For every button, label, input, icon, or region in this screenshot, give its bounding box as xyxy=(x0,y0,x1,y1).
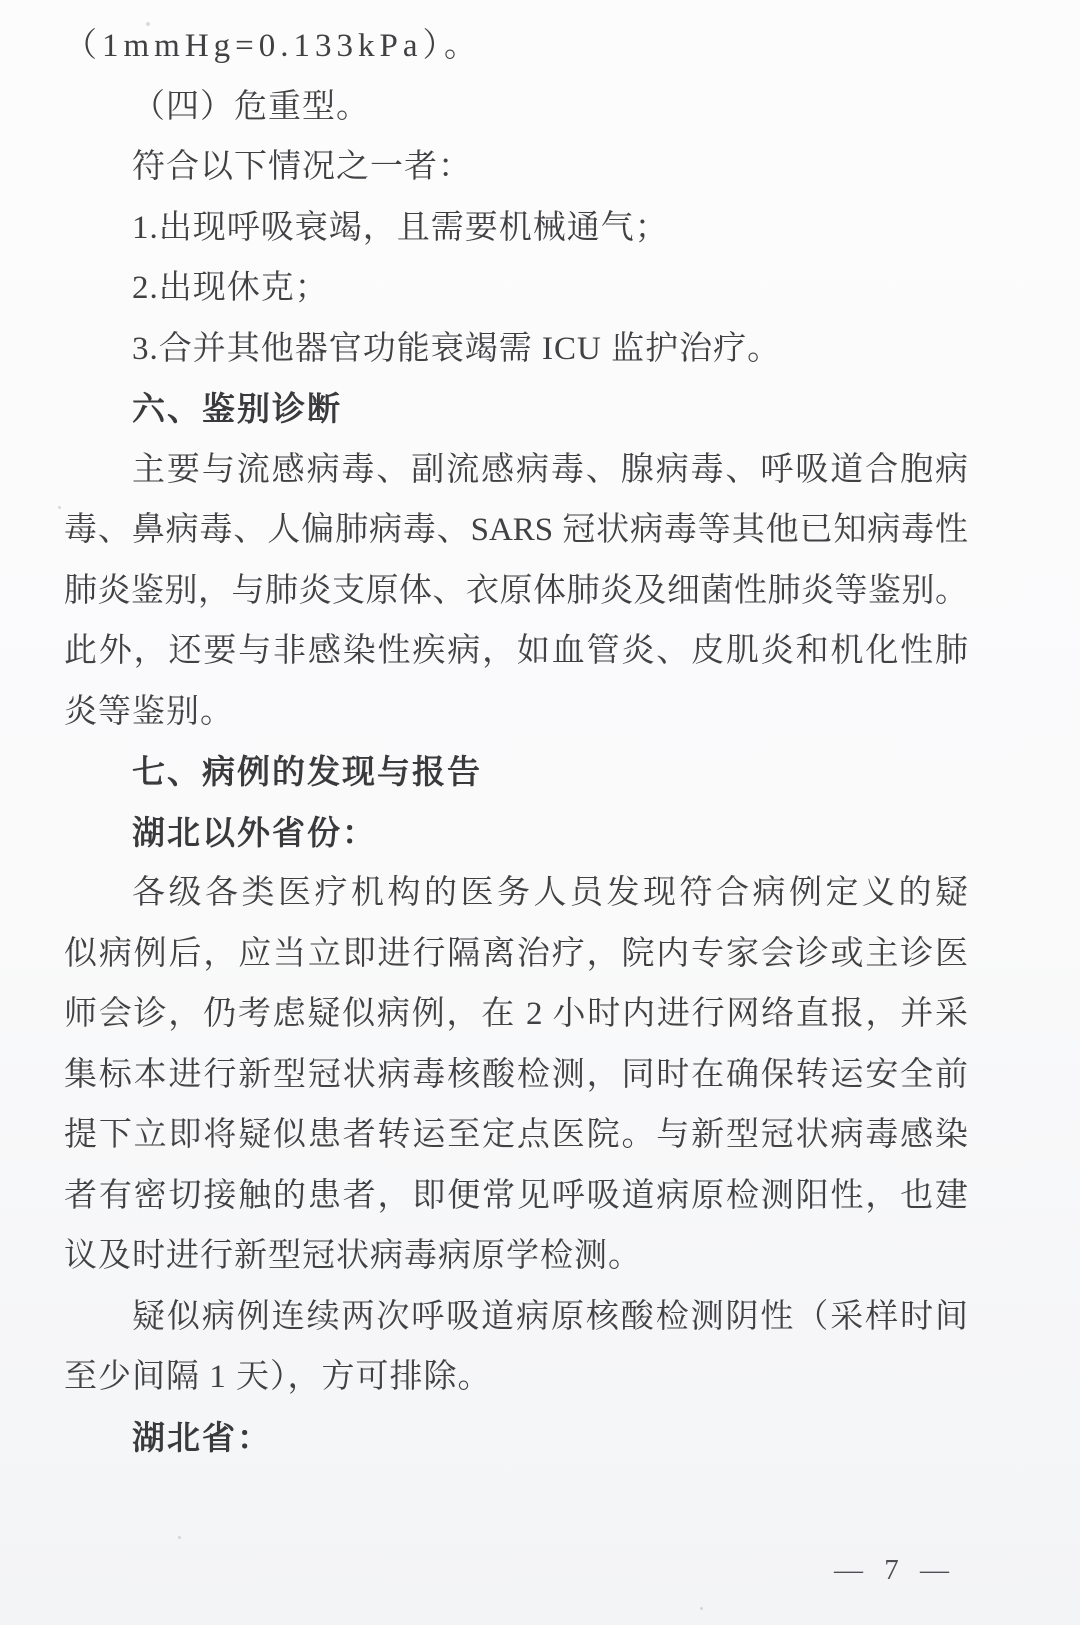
list-item-2 xyxy=(64,258,968,319)
scan-speck xyxy=(58,506,61,509)
scan-speck xyxy=(700,1607,703,1610)
text-line: （四）危重型。 xyxy=(132,88,370,125)
paragraph-differential-diagnosis xyxy=(64,440,968,743)
list-item-3 xyxy=(64,319,968,380)
text-line: 疑似病例连续两次呼吸道病原核酸检测阴性（采样时间 xyxy=(132,1298,968,1335)
text-line: 1.出现呼吸衰竭，且需要机械通气； xyxy=(132,209,669,246)
text-line: 七、病例的发现与报告 xyxy=(132,753,482,790)
text-line: 2.出现休克； xyxy=(132,270,329,306)
list-item-1 xyxy=(64,198,968,259)
paragraph-criteria-intro xyxy=(64,137,968,198)
paragraph-critical-type-title xyxy=(64,77,968,138)
text-line: 3.合并其他器官功能衰竭需 ICU 监护治疗。 xyxy=(132,330,782,367)
text-line: 者有密切接触的患者，即便常见呼吸道病原检测阳性，也建 xyxy=(64,1177,968,1214)
text-line: 六、鉴别诊断 xyxy=(132,390,342,427)
document-body xyxy=(64,16,968,1468)
text-line: 各级各类医疗机构的医务人员发现符合病例定义的疑 xyxy=(132,875,968,911)
scan-speck xyxy=(146,22,150,26)
text-line: 炎等鉴别。 xyxy=(64,693,234,730)
text-line: 似病例后，应当立即进行隔离治疗，院内专家会诊或主诊医 xyxy=(64,935,968,972)
paragraph-exclusion-rule xyxy=(64,1287,968,1408)
scan-speck xyxy=(178,1536,181,1539)
page-number: — 7 — xyxy=(834,1554,956,1586)
text-line: 集标本进行新型冠状病毒核酸检测，同时在确保转运安全前 xyxy=(64,1056,968,1093)
text-line: 毒、鼻病毒、人偏肺病毒、SARS 冠状病毒等其他已知病毒性 xyxy=(64,512,968,548)
paragraph-reporting-procedure xyxy=(64,863,968,1287)
paragraph-kpa-note xyxy=(64,16,968,77)
text-line: 肺炎鉴别，与肺炎支原体、衣原体肺炎及细菌性肺炎等鉴别。 xyxy=(64,572,968,609)
text-line: 提下立即将疑似患者转运至定点医院。与新型冠状病毒感染 xyxy=(64,1117,968,1153)
section-heading-7-case-detection-reporting xyxy=(64,742,968,803)
text-line: （1mmHg=0.133kPa）。 xyxy=(64,28,483,64)
text-line: 至少间隔 1 天），方可排除。 xyxy=(64,1359,492,1395)
text-line: 主要与流感病毒、副流感病毒、腺病毒、呼吸道合胞病 xyxy=(132,451,968,488)
text-line: 符合以下情况之一者： xyxy=(132,149,472,185)
text-line: 议及时进行新型冠状病毒病原学检测。 xyxy=(64,1238,642,1274)
text-line: 湖北以外省份： xyxy=(132,813,377,851)
text-line: 此外，还要与非感染性疾病，如血管炎、皮肌炎和机化性肺 xyxy=(64,633,968,669)
subheading-hubei-province xyxy=(64,1408,968,1469)
text-line: 师会诊，仍考虑疑似病例，在 2 小时内进行网络直报，并采 xyxy=(64,996,968,1032)
text-line: 湖北省： xyxy=(132,1418,272,1456)
subheading-provinces-outside-hubei xyxy=(64,803,968,864)
section-heading-6-differential-diagnosis xyxy=(64,379,968,440)
